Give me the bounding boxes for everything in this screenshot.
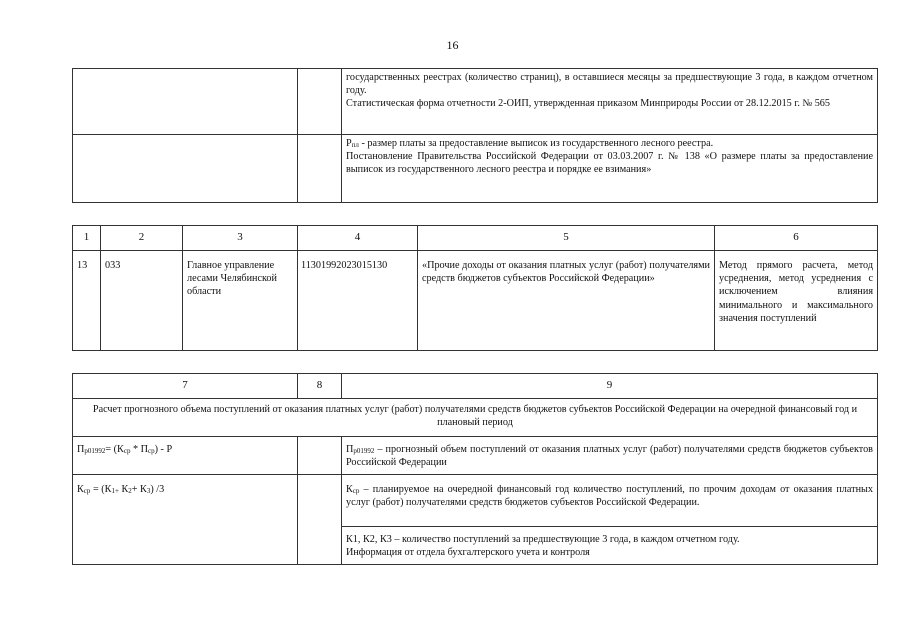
description-text: государственных реестрах (количество страниц), в оставшиеся месяцы за предшествующие 3 года, в каждом отчетном году. [346, 72, 873, 97]
column-header: 3 [183, 226, 298, 251]
empty-cell [298, 475, 342, 565]
column-header: 7 [73, 374, 298, 399]
description-cell [342, 527, 878, 565]
empty-cell [298, 437, 342, 475]
column-header: 5 [418, 226, 715, 251]
indicator-table [72, 225, 878, 351]
table-row [73, 437, 878, 475]
formula-cell: $К_{ср} = (К_{1+}$ $К_2+ К_3$) /3 [73, 475, 298, 565]
empty-cell [73, 69, 298, 135]
table-row [73, 251, 878, 351]
formula-cell: $П_{р01992}= (К_{ср} * П_{ср}) - Р$ [73, 437, 298, 475]
header-row [73, 226, 878, 251]
column-header: 2 [101, 226, 183, 251]
method-cell: Метод прямого расчета, метод усреднения, метод усреднения с исключением влияния минимального и максимального значения поступлений [715, 251, 878, 351]
continuation-table [72, 68, 878, 203]
column-header: 4 [298, 226, 418, 251]
header-row [73, 374, 878, 399]
column-header: 9 [342, 374, 878, 399]
column-header: 1 [73, 226, 101, 251]
column-header: 6 [715, 226, 878, 251]
empty-cell [73, 135, 298, 203]
description-cell: $К_{ср}$ – планируемое на очередной финансовый год количество поступлений, по прочим доходам от оказания платных услуг (работ) получателями средств бюджетов субъектов Российской Федерации. [342, 475, 878, 527]
empty-cell [298, 135, 342, 203]
calculation-title: Расчет прогнозного объема поступлений от оказания платных услуг (работ) получателями средств бюджетов субъектов Российской Федерации на очередной финансовый год и плановый период [73, 399, 878, 437]
formula-symbol: $P_{пл}$ [346, 138, 359, 149]
description-cell [342, 69, 878, 135]
source-text: Постановление Правительства Российской Федерации от 03.03.2007 г. № 138 «О размере платы за предоставление выписок из государственного лесного реестра и порядке ее взимания» [346, 151, 873, 176]
income-name-cell: «Прочие доходы от оказания платных услуг (работ) получателями средств бюджетов субъектов Российской Федерации» [418, 251, 715, 351]
table-row [73, 135, 878, 203]
page-number: 16 [446, 38, 459, 52]
admin-code-cell: 033 [101, 251, 183, 351]
description-cell: $П_{р01992}$ – прогнозный объем поступлений от оказания платных услуг (работ) получателями средств бюджетов субъектов Российской Федерации [342, 437, 878, 475]
description-text: - размер платы за предоставление выписок из государственного лесного реестра. [358, 138, 714, 149]
source-text: Информация от отдела бухгалтерского учета и контроля [346, 547, 590, 559]
empty-cell [298, 69, 342, 135]
source-text: Статистическая форма отчетности 2-ОИП, утвержденная приказом Минприроды России от 28.12.2015 г. № 565 [346, 98, 830, 110]
table-row [73, 399, 878, 437]
calculation-table [72, 373, 878, 565]
column-header: 8 [298, 374, 342, 399]
description-text: К1, К2, К3 – количество поступлений за предшествующие 3 года, в каждом отчетном году. [346, 534, 740, 545]
table-row [73, 475, 878, 527]
table-row [73, 69, 878, 135]
administrator-cell: Главное управление лесами Челябинской области [183, 251, 298, 351]
row-number-cell: 13 [73, 251, 101, 351]
kbk-code-cell: 11301992023015130 [298, 251, 418, 351]
description-cell [342, 135, 878, 203]
